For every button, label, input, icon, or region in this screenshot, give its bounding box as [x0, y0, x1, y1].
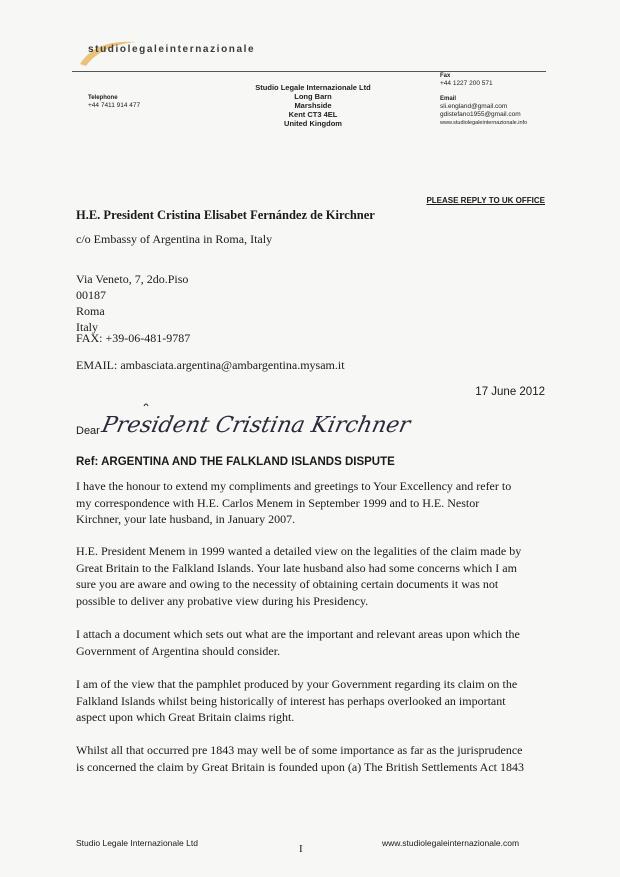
paragraph-line: I have the honour to extend my compliments and greetings to Your Excellency and refer to [76, 479, 512, 493]
footer-company: Studio Legale Internazionale Ltd [76, 838, 198, 848]
address-line: United Kingdom [284, 119, 342, 128]
paragraph-line: Government of Argentina should consider. [76, 643, 281, 658]
paragraph-line: sure you are aware and owing to the necessity of obtaining certain documents it was not [76, 577, 499, 591]
paragraph [76, 626, 548, 659]
recipient-address-line: Via Veneto, 7, 2do.Piso [76, 272, 189, 286]
website-header: www.studiolegaleinternazionale.info [440, 120, 528, 126]
paragraph-line: I am of the view that the pamphlet produced by your Government regarding its claim on the [76, 677, 518, 691]
recipient-fax: FAX: +39-06-481-9787 [76, 331, 191, 345]
salutation: Dear [76, 425, 100, 437]
footer-website: www.studiolegaleinternazionale.com [382, 838, 520, 848]
reply-notice: PLEASE REPLY TO UK OFFICE [426, 196, 545, 205]
paragraph-line: I attach a document which sets out what are the important and relevant areas upon which the [76, 627, 520, 641]
handwritten-signature-icon [99, 398, 413, 446]
company-address [240, 83, 386, 128]
paragraph-line: my correspondence with H.E. Carlos Menem in September 1999 and to H.E. Nestor [76, 495, 480, 510]
email-address: gdistefano1955@gmail.com [440, 111, 521, 118]
recipient-care-of: c/o Embassy of Argentina in Roma, Italy [76, 232, 273, 246]
recipient-address-line: Italy [76, 320, 98, 334]
address-line: Studio Legale Internazionale Ltd [255, 83, 371, 92]
address-line: Marshside [294, 101, 332, 110]
paragraph-line: Great Britain to the Falkland Islands. Your late husband also had some concerns which I am [76, 560, 517, 575]
paragraph [76, 478, 548, 528]
paragraph-line: Whilst all that occurred pre 1843 may well be of some importance as far as the jurisprudence [76, 743, 523, 757]
fax-number: +44 1227 200 571 [440, 80, 493, 87]
paragraph-line: Falkland Islands whilst being historically of interest has perhaps overlooked an important [76, 693, 506, 708]
reference-line: Ref: ARGENTINA AND THE FALKLAND ISLANDS DISPUTE [76, 456, 395, 468]
recipient-email: EMAIL: ambasciata.argentina@ambargentina.mysam.it [76, 358, 345, 372]
paragraph-line: Kirchner, your late husband, in January 2007. [76, 512, 296, 526]
telephone-number: +44 7411 914 477 [88, 102, 141, 109]
paragraph [76, 676, 548, 726]
fax-label: Fax [440, 73, 451, 79]
page-mark: I [299, 843, 303, 855]
recipient-name: H.E. President Cristina Elisabet Fernández de Kirchner [76, 208, 375, 222]
fax-block [440, 72, 493, 88]
email-address: sli.england@gmail.com [440, 103, 508, 110]
paragraph-line: possible to deliver any probative view during his Presidency. [76, 593, 369, 608]
telephone-label: Telephone [88, 95, 118, 101]
recipient-address-line: 00187 [76, 288, 106, 302]
paragraph-line: aspect upon which Great Britain claims right. [76, 710, 295, 724]
address-line: Long Barn [294, 92, 332, 101]
logo-text: studiolegaleinternazionale [88, 44, 256, 55]
letter-date: 17 June 2012 [475, 386, 545, 398]
signature-text: President Cristina Kirchner [99, 412, 413, 438]
address-line: Kent CT3 4EL [288, 110, 338, 119]
paragraph-line: H.E. President Menem in 1999 wanted a detailed view on the legalities of the claim made by [76, 544, 522, 558]
email-block [440, 95, 527, 127]
telephone-block [88, 94, 140, 110]
recipient-address-line: Roma [76, 304, 105, 318]
paragraph-line: is concerned the claim by Great Britain is founded upon (a) The British Settlements Act 1843 [76, 759, 525, 774]
email-label: Email [440, 96, 457, 102]
paragraph [76, 742, 548, 775]
paragraph [76, 543, 548, 609]
